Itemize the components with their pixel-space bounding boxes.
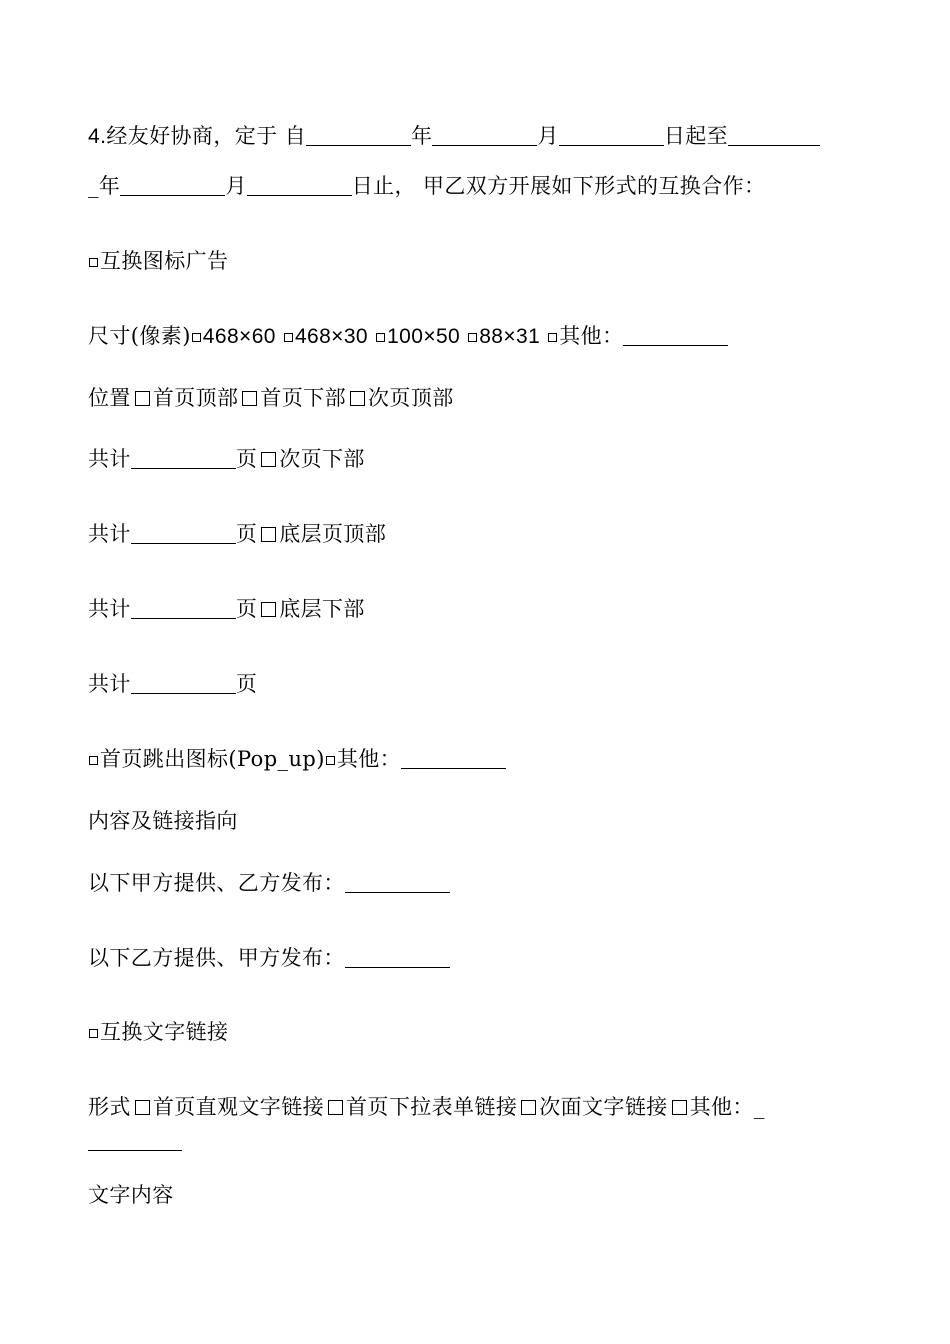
form-checkbox-4[interactable] [672,1100,687,1115]
form-option-3: 次面文字链接 [539,1095,668,1119]
position-checkbox-3[interactable] [350,391,365,406]
size-option-1: 468×60 [202,325,276,348]
count-line-1 [88,444,365,474]
year-label: 年 [411,124,433,148]
count-label: 共计 [88,522,131,546]
cooperation-text: 日止， 甲乙双方开展如下形式的互换合作： [351,174,766,198]
count-line-4 [88,669,257,699]
form-other-blank[interactable] [88,1128,182,1151]
page-unit: 页 [235,522,258,546]
count-label: 共计 [88,597,131,621]
agreement-text: 经友好协商，定于 自 [106,124,307,148]
year-label: _年 [88,174,121,198]
date-range-line-1 [88,121,820,152]
form-line [88,1092,765,1122]
date-range-line-2 [88,171,765,201]
party-a-provide-blank[interactable] [345,870,450,893]
size-checkbox-other[interactable] [548,333,557,342]
party-b-provide-blank[interactable] [345,945,450,968]
start-day-blank[interactable] [559,123,664,146]
form-other-continuation [88,1126,182,1156]
month-label: 月 [537,124,559,148]
icon-ad-checkbox[interactable] [89,258,98,267]
icon-ad-label: 互换图标广告 [100,249,229,273]
count-line-3 [88,594,365,624]
count-blank-2[interactable] [131,521,236,544]
size-option-2: 468×30 [294,325,368,348]
form-label: 形式 [88,1095,131,1119]
form-checkbox-3[interactable] [521,1100,536,1115]
month-label: 月 [225,174,247,198]
size-option-3: 100×50 [387,325,461,348]
text-link-label: 互换文字链接 [100,1020,229,1044]
text-link-checkbox[interactable] [89,1029,98,1038]
end-month-blank[interactable] [120,173,225,196]
party-a-provide-label: 以下甲方提供、乙方发布： [88,871,345,895]
party-b-provide-line [88,943,450,973]
party-b-provide-label: 以下乙方提供、甲方发布： [88,946,345,970]
position-line [88,383,454,413]
subpage-bottom-checkbox[interactable] [261,452,276,467]
text-content-heading: 文字内容 [88,1183,174,1207]
size-label: 尺寸(像素) [88,324,191,348]
bottom-page-top-checkbox[interactable] [261,527,276,542]
popup-other-blank[interactable] [401,746,506,769]
form-other-label: 其他： [689,1095,754,1119]
popup-label: 首页跳出图标(Pop_up) [100,747,325,771]
party-a-provide-line [88,868,450,898]
popup-checkbox[interactable] [89,756,98,765]
count-label: 共计 [88,672,131,696]
size-other-label: 其他： [559,324,624,348]
start-month-blank[interactable] [432,123,537,146]
form-checkbox-1[interactable] [135,1100,150,1115]
size-other-blank[interactable] [623,323,728,346]
size-line [88,321,728,352]
size-checkbox-1[interactable] [192,333,201,342]
popup-other-label: 其他： [336,747,402,771]
end-day-blank[interactable] [247,173,352,196]
start-year-blank[interactable] [306,123,411,146]
bottom-page-top-label: 底层页顶部 [279,522,387,546]
page-unit: 页 [235,597,258,621]
text-link-heading [88,1017,228,1047]
icon-ad-heading [88,246,228,276]
position-option-1: 首页顶部 [152,386,239,410]
start-to-label: 日起至 [663,124,729,148]
count-blank-4[interactable] [131,671,236,694]
position-checkbox-2[interactable] [242,391,257,406]
bottom-lower-checkbox[interactable] [261,602,276,617]
content-link-heading: 内容及链接指向 [88,809,238,833]
form-option-2: 首页下拉表单链接 [346,1095,518,1119]
page-unit: 页 [235,447,258,471]
count-line-2 [88,519,386,549]
end-year-blank[interactable] [728,123,820,146]
position-checkbox-1[interactable] [135,391,150,406]
count-blank-1[interactable] [131,446,236,469]
size-checkbox-3[interactable] [376,333,385,342]
subpage-bottom-label: 次页下部 [279,447,365,471]
position-label: 位置 [88,386,131,410]
popup-other-checkbox[interactable] [326,756,335,765]
size-option-4: 88×31 [479,325,541,348]
count-blank-3[interactable] [131,596,236,619]
size-checkbox-2[interactable] [284,333,293,342]
count-label: 共计 [88,447,131,471]
bottom-lower-label: 底层下部 [279,597,365,621]
form-checkbox-2[interactable] [328,1100,343,1115]
section-number: 4. [88,125,107,148]
position-option-3: 次页顶部 [368,386,454,410]
position-option-2: 首页下部 [260,386,347,410]
form-other-blank-start: _ [753,1095,765,1119]
form-option-1: 首页直观文字链接 [152,1095,325,1119]
page-unit: 页 [235,672,258,696]
size-checkbox-4[interactable] [468,333,477,342]
popup-line [88,744,506,774]
